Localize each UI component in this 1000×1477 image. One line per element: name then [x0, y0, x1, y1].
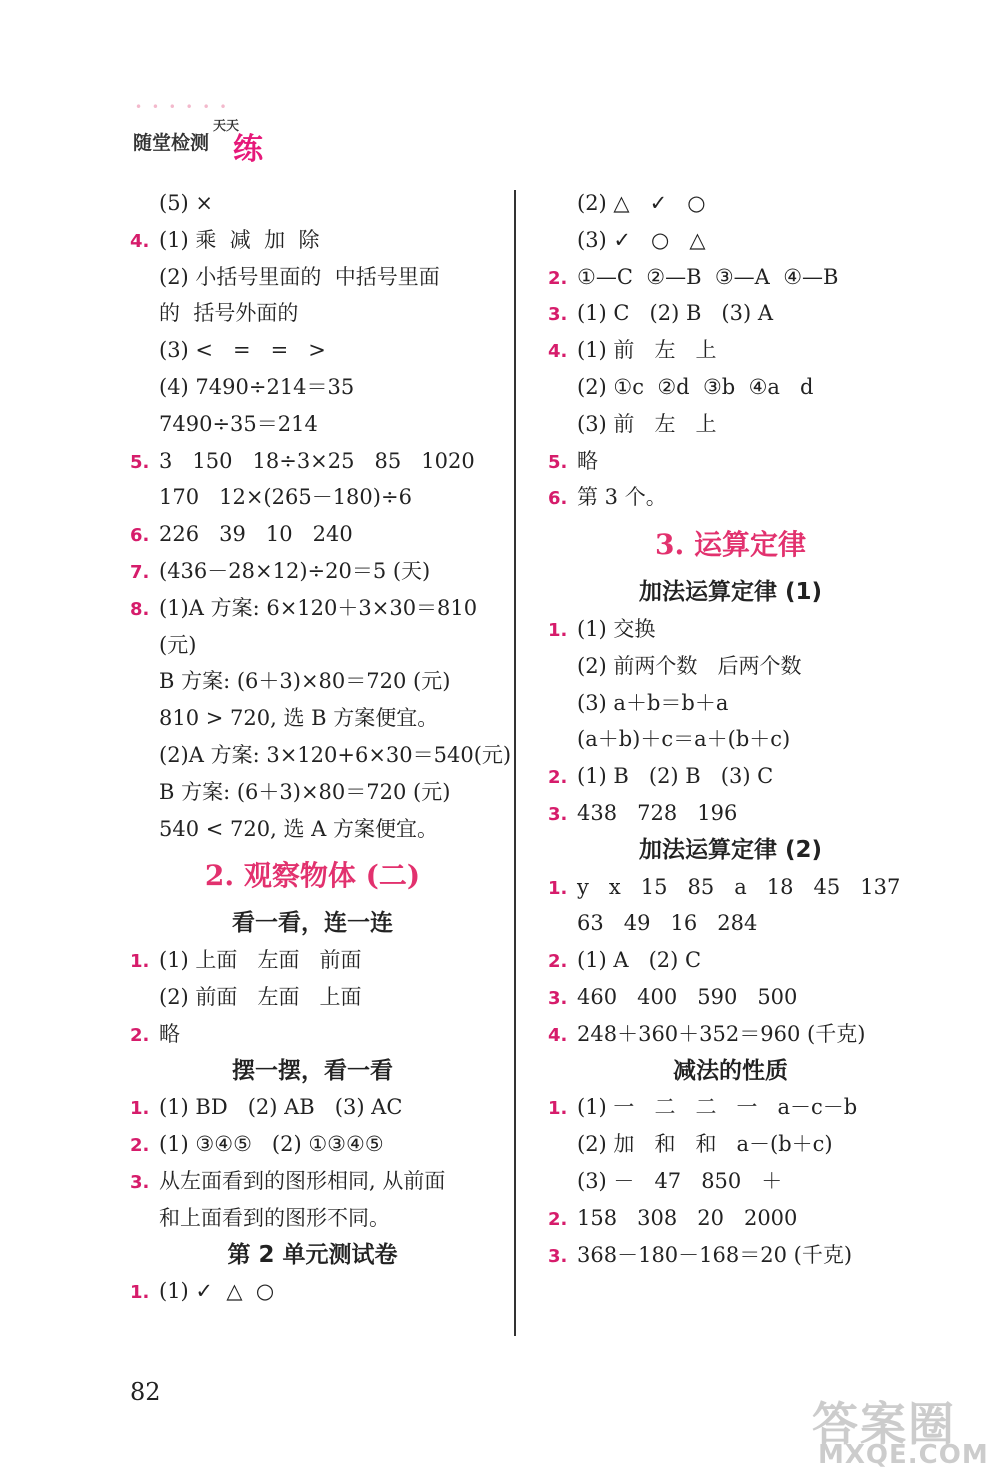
- answer-text: B 方案: (6＋3)×80＝720 (元): [159, 669, 451, 694]
- answer-line: [548, 1200, 913, 1237]
- answer-line: [130, 590, 495, 627]
- answer-text: (a＋b)＋c＝a＋(b＋c): [577, 727, 791, 752]
- answer-text: y x 15 85 a 18 45 137: [577, 874, 901, 899]
- question-number: 1.: [130, 951, 150, 973]
- answer-line: [548, 869, 913, 906]
- answer-text: (1) ③④⑤ (2) ①③④⑤: [159, 1132, 384, 1157]
- answer-text: 226 39 10 240: [159, 522, 353, 547]
- answer-line: [130, 737, 512, 774]
- answer-text: 63 49 16 284: [577, 911, 758, 936]
- answer-text: 7490÷35＝214: [159, 411, 318, 436]
- answer-line: [548, 295, 913, 332]
- section-heading: 第 2 单元测试卷: [227, 1241, 398, 1268]
- answer-text: (436－28×12)÷20＝5 (天): [159, 558, 431, 583]
- answer-line: [130, 663, 495, 700]
- answer-line: [548, 369, 913, 406]
- answer-line: [548, 1237, 913, 1274]
- question-number: 2.: [548, 267, 568, 289]
- question-number: 2.: [130, 1135, 150, 1157]
- answer-text: (1) 前 左 上: [577, 338, 717, 363]
- answer-text: (1) C (2) B (3) A: [577, 301, 773, 326]
- answer-line: [130, 1089, 495, 1126]
- question-number: 2.: [548, 1208, 568, 1230]
- answer-text: (2) 加 和 和 a－(b＋c): [577, 1132, 833, 1157]
- answer-text: 540 < 720, 选 A 方案便宜。: [159, 816, 438, 841]
- brand-tiantian: 天天: [213, 119, 240, 134]
- answer-text: 368－180－168＝20 (千克): [577, 1242, 853, 1267]
- question-number: 1.: [548, 1098, 568, 1120]
- chapter-title: 3. 运算定律: [655, 528, 806, 562]
- answer-text: (1) A (2) C: [577, 948, 702, 973]
- answer-line: [130, 406, 495, 443]
- answer-line: [130, 443, 495, 480]
- answer-text: (元): [159, 632, 197, 657]
- question-number: 3.: [548, 803, 568, 825]
- answer-line: [548, 406, 913, 443]
- question-number: 6.: [130, 525, 150, 547]
- answer-text: (1) 上面 左面 前面: [159, 948, 362, 973]
- question-number: 6.: [548, 488, 568, 510]
- answer-text: (2) 前面 左面 上面: [159, 984, 362, 1009]
- question-number: 4.: [548, 341, 568, 363]
- answer-line: [130, 553, 495, 590]
- brand-lian: 练: [233, 132, 263, 167]
- brand-decoration: • • • • • •: [135, 100, 230, 114]
- question-number: 4.: [130, 230, 150, 252]
- answer-line: [130, 1163, 495, 1200]
- brand-title: 随堂检测: [133, 132, 210, 154]
- question-number: 7.: [130, 561, 150, 583]
- answer-line: [548, 443, 913, 480]
- right-column: [548, 185, 913, 1273]
- answer-text: 810 > 720, 选 B 方案便宜。: [159, 706, 439, 731]
- answer-line: [130, 1200, 495, 1237]
- answer-line: [548, 1089, 913, 1126]
- question-number: 3.: [548, 1245, 568, 1267]
- column-divider: [514, 190, 516, 1336]
- answer-line: [548, 795, 913, 832]
- answer-text: (3) － 47 850 ＋: [577, 1168, 783, 1193]
- answer-text: (2) △ ✓ ○: [577, 191, 706, 215]
- answer-text: (1)A 方案: 6×120＋3×30＝810: [159, 595, 478, 620]
- section-heading: 看一看，连一连: [232, 910, 393, 937]
- answer-text: 3 150 18÷3×25 85 1020: [159, 448, 475, 473]
- answer-text: 248＋360＋352＝960 (千克): [577, 1021, 866, 1046]
- answer-line: [130, 479, 495, 516]
- question-number: 1.: [130, 1098, 150, 1120]
- answer-line: [130, 259, 495, 296]
- answer-text: (1) 交换: [577, 616, 656, 641]
- answer-text: (1) 乘 减 加 除: [159, 227, 320, 252]
- answer-line: [130, 332, 495, 369]
- question-number: 1.: [548, 619, 568, 641]
- answer-line: [130, 369, 495, 406]
- answer-text: 170 12×(265－180)÷6: [159, 485, 412, 510]
- answer-text: (1) BD (2) AB (3) AC: [159, 1095, 403, 1120]
- answer-text: (4) 7490÷214＝35: [159, 374, 355, 399]
- answer-text: (3) ✓ ○ △: [577, 227, 706, 252]
- answer-line: [548, 222, 913, 259]
- answer-text: 438 728 196: [577, 800, 738, 825]
- answer-line: [130, 1126, 495, 1163]
- section-heading: 减法的性质: [673, 1057, 788, 1084]
- question-number: 3.: [548, 987, 568, 1009]
- question-number: 1.: [548, 877, 568, 899]
- answer-line: [548, 1126, 913, 1163]
- answer-line: [548, 1016, 913, 1053]
- answer-text: (2)A 方案: 3×120+6×30＝540(元): [159, 742, 512, 767]
- answer-text: 460 400 590 500: [577, 984, 798, 1009]
- answer-line: [130, 295, 495, 332]
- answer-text: (3) < = = >: [159, 338, 326, 363]
- answer-text: (2) 前两个数 后两个数: [577, 653, 802, 678]
- question-number: 1.: [130, 1282, 150, 1304]
- question-number: 2.: [548, 767, 568, 789]
- section-heading: 加法运算定律 (2): [638, 836, 823, 863]
- answer-text: 的 括号外面的: [159, 301, 299, 326]
- question-number: 4.: [548, 1024, 568, 1046]
- answer-text: 略: [159, 1021, 180, 1046]
- question-number: 8.: [130, 598, 150, 620]
- answer-line: [130, 774, 495, 811]
- answer-line: [548, 942, 913, 979]
- answer-text: (2) ①c ②d ③b ④a d: [577, 374, 814, 399]
- answer-text: 和上面看到的图形不同。: [159, 1205, 390, 1230]
- answer-line: [548, 905, 913, 942]
- answer-text: 第 3 个。: [577, 485, 667, 510]
- question-number: 5.: [548, 451, 568, 473]
- answer-line: [548, 259, 913, 296]
- answer-line: [130, 516, 495, 553]
- answer-line: [130, 185, 495, 222]
- answer-text: (5) ×: [159, 191, 214, 215]
- question-number: 5.: [130, 451, 150, 473]
- answer-line: [130, 979, 495, 1016]
- section-heading: 摆一摆，看一看: [232, 1057, 393, 1084]
- answer-text: (2) 小括号里面的 中括号里面: [159, 264, 440, 289]
- answer-text: 158 308 20 2000: [577, 1205, 798, 1230]
- answer-line: [130, 1273, 495, 1310]
- answer-line: [130, 700, 495, 737]
- answer-line: [548, 185, 913, 222]
- answer-text: ①—C ②—B ③—A ④—B: [577, 264, 839, 289]
- answer-text: B 方案: (6＋3)×80＝720 (元): [159, 779, 451, 804]
- answer-line: [548, 685, 913, 722]
- answer-line: [548, 979, 913, 1016]
- question-number: 3.: [548, 304, 568, 326]
- left-column: [130, 185, 512, 1310]
- section-heading: 加法运算定律 (1): [638, 579, 823, 606]
- answer-line: [130, 942, 495, 979]
- answer-text: 略: [577, 448, 598, 473]
- answer-line: [130, 1016, 495, 1053]
- watermark-logo: 答案圈: [812, 1397, 956, 1451]
- page-number: 82: [130, 1378, 161, 1406]
- question-number: 3.: [130, 1171, 150, 1193]
- answer-line: [548, 758, 913, 795]
- chapter-title: 2. 观察物体 (二): [204, 859, 421, 893]
- answer-text: (1) B (2) B (3) C: [577, 764, 774, 789]
- answer-line: [548, 332, 913, 369]
- answer-text: (1) ✓ △ ○: [159, 1279, 275, 1304]
- answer-text: (3) a＋b＝b＋a: [577, 690, 729, 715]
- answer-text: (1) 一 二 二 一 a－c－b: [577, 1095, 858, 1120]
- question-number: 2.: [548, 951, 568, 973]
- answer-line: [130, 627, 495, 664]
- answer-line: [548, 479, 913, 516]
- answer-line: [548, 611, 913, 648]
- answer-line: [548, 1163, 913, 1200]
- answer-line: [548, 721, 913, 758]
- answer-text: 从左面看到的图形相同, 从前面: [159, 1168, 446, 1193]
- answer-text: (3) 前 左 上: [577, 411, 717, 436]
- question-number: 2.: [130, 1024, 150, 1046]
- answer-line: [130, 811, 495, 848]
- answer-line: [130, 222, 495, 259]
- watermark-url: MXQE.COM: [818, 1440, 989, 1470]
- answer-line: [548, 648, 913, 685]
